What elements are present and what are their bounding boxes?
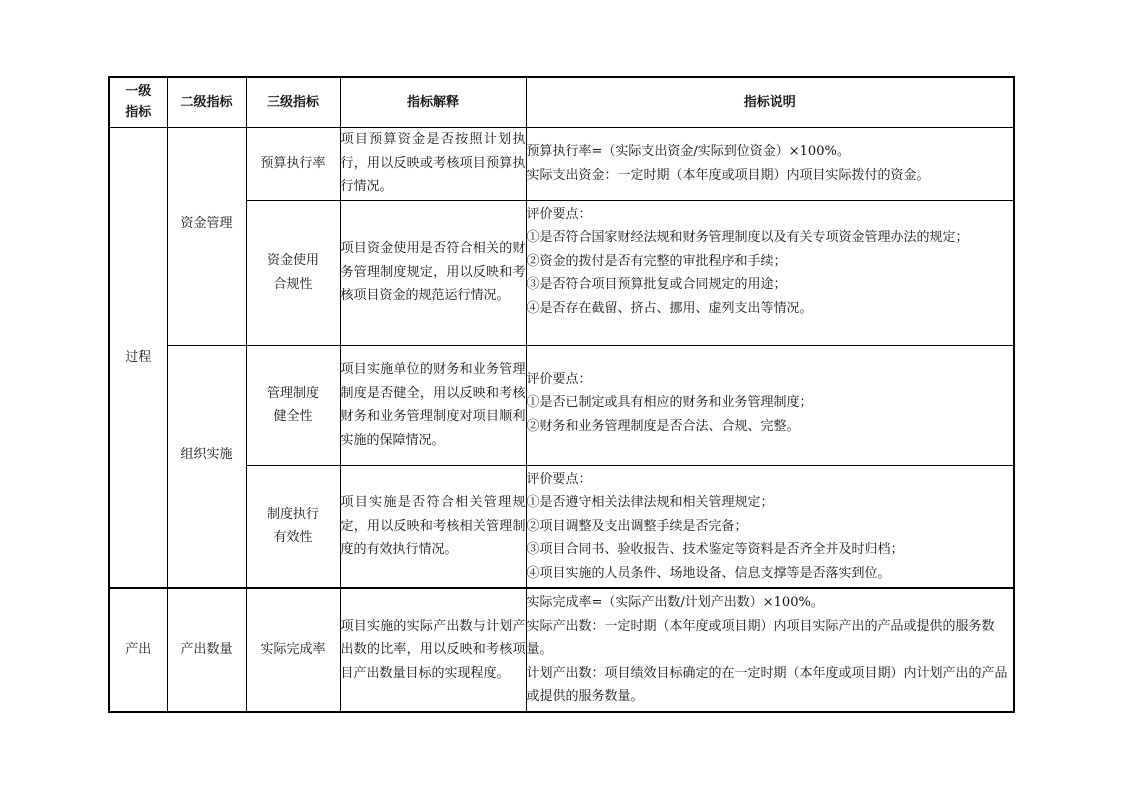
- explanation-cell: 项目资金使用是否符合相关的财务管理制度规定，用以反映和考核项目资金的规范运行情况。: [340, 200, 526, 345]
- level3-cell: 管理制度 健全性: [246, 345, 340, 465]
- level2-funds: 资金管理: [167, 127, 246, 345]
- header-explanation: 指标解释: [340, 77, 526, 127]
- table-row: [109, 127, 1014, 200]
- indicator-table: [108, 76, 1015, 713]
- level2-org: 组织实施: [167, 345, 246, 588]
- explanation-cell: 项目预算资金是否按照计划执行，用以反映或考核项目预算执行情况。: [340, 127, 526, 200]
- header-level2: 二级指标: [167, 77, 246, 127]
- header-level1: 一级 指标: [109, 77, 167, 127]
- level1-output: 产出: [109, 588, 167, 712]
- explanation-cell: 项目实施单位的财务和业务管理制度是否健全，用以反映和考核财务和业务管理制度对项目顺利实施的保障情况。: [340, 345, 526, 465]
- level3-cell: 资金使用 合规性: [246, 200, 340, 345]
- description-cell: 评价要点： ①是否遵守相关法律法规和相关管理规定； ②项目调整及支出调整手续是否完备； ③项目合同书、验收报告、技术鉴定等资料是否齐全并及时归档； ④项目实施的人员条件、场地设备、信息支撑等是否落实到位。: [526, 465, 1014, 588]
- level3-cell: 制度执行 有效性: [246, 465, 340, 588]
- table-row: [109, 345, 1014, 465]
- header-description: 指标说明: [526, 77, 1014, 127]
- table-header-row: [109, 77, 1014, 127]
- explanation-cell: 项目实施的实际产出数与计划产出数的比率，用以反映和考核项目产出数量目标的实现程度。: [340, 588, 526, 712]
- table-row: [109, 588, 1014, 712]
- description-cell: 评价要点： ①是否符合国家财经法规和财务管理制度以及有关专项资金管理办法的规定； ②资金的拨付是否有完整的审批程序和手续； ③是否符合项目预算批复或合同规定的用途； ④是否存在截留、挤占、挪用、虚列支出等情况。: [526, 200, 1014, 345]
- description-cell: 评价要点： ①是否已制定或具有相应的财务和业务管理制度； ②财务和业务管理制度是否合法、合规、完整。: [526, 345, 1014, 465]
- level1-process: 过程: [109, 127, 167, 588]
- level2-qty: 产出数量: [167, 588, 246, 712]
- explanation-cell: 项目实施是否符合相关管理规定，用以反映和考核相关管理制度的有效执行情况。: [340, 465, 526, 588]
- description-cell: 预算执行率=（实际支出资金/实际到位资金）×100%。 实际支出资金：一定时期（本年度或项目期）内项目实际拨付的资金。: [526, 127, 1014, 200]
- level3-cell: 实际完成率: [246, 588, 340, 712]
- level3-cell: 预算执行率: [246, 127, 340, 200]
- description-cell: 实际完成率=（实际产出数/计划产出数）×100%。 实际产出数：一定时期（本年度或项目期）内项目实际产出的产品或提供的服务数量。 计划产出数：项目绩效目标确定的在一定时期（本年度或项目期）内计划产出的产品或提供的服务数量。: [526, 588, 1014, 712]
- header-level3: 三级指标: [246, 77, 340, 127]
